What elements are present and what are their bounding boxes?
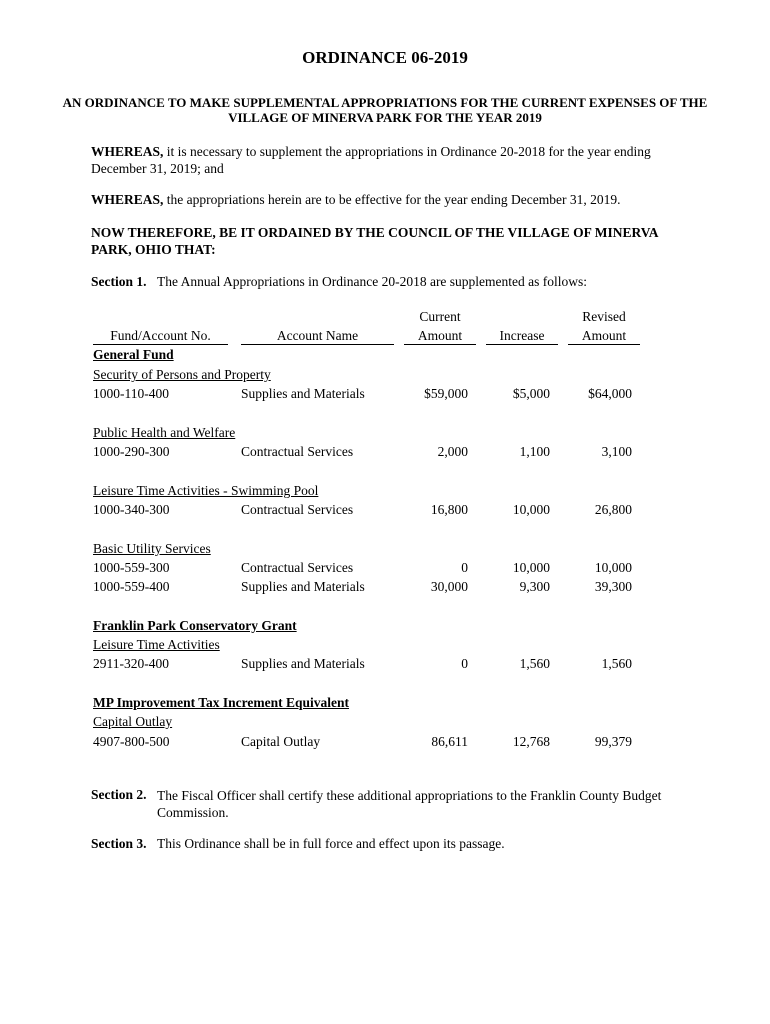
whereas-lead: WHEREAS, (91, 192, 164, 207)
category-heading: Security of Persons and Property (93, 367, 271, 382)
revised-amount: 99,379 (594, 734, 632, 749)
account-name: Supplies and Materials (241, 656, 365, 671)
increase-amount: 9,300 (519, 579, 550, 594)
section-1-label: Section 1. (91, 274, 147, 289)
current-amount: 30,000 (430, 579, 468, 594)
category-heading: Basic Utility Services (93, 541, 211, 556)
header-current-amount: Amount (404, 328, 476, 345)
increase-amount: 1,560 (519, 656, 550, 671)
increase-amount: 10,000 (512, 502, 550, 517)
section-2-text: The Fiscal Officer shall certify these additional appropriations to the Franklin County Budget Commission. (157, 788, 662, 820)
section-1-text: The Annual Appropriations in Ordinance 20-2018 are supplemented as follows: (157, 274, 588, 289)
current-amount: $59,000 (424, 386, 468, 401)
header-increase: Increase (486, 328, 558, 345)
ordinance-title: ORDINANCE 06-2019 (302, 48, 468, 67)
category-heading: Public Health and Welfare (93, 425, 236, 440)
ordinance-subtitle: AN ORDINANCE TO MAKE SUPPLEMENTAL APPROPRIATIONS FOR THE CURRENT EXPENSES OF THE VILLAGE OF MINERVA PARK FOR THE YEAR 2019 (62, 95, 708, 125)
account-number: 2911-320-400 (93, 656, 169, 671)
current-amount: 0 (461, 560, 468, 575)
account-name: Capital Outlay (241, 734, 321, 749)
category-heading: Leisure Time Activities (93, 637, 220, 652)
header-account-name: Account Name (241, 328, 394, 345)
fund-heading: General Fund (93, 347, 174, 362)
whereas-clause-2 (91, 191, 691, 208)
current-amount: 16,800 (430, 502, 468, 517)
increase-amount: $5,000 (512, 386, 550, 401)
now-therefore-clause: NOW THEREFORE, BE IT ORDAINED BY THE COUNCIL OF THE VILLAGE OF MINERVA PARK, OHIO THAT: (91, 225, 658, 257)
increase-amount: 10,000 (512, 560, 550, 575)
header-revised-top: Revised (582, 309, 626, 324)
header-fund-account: Fund/Account No. (93, 328, 228, 345)
increase-amount: 12,768 (512, 734, 550, 749)
whereas-clause-1 (91, 143, 691, 177)
account-name: Contractual Services (241, 444, 354, 459)
fund-heading: MP Improvement Tax Increment Equivalent (93, 695, 350, 710)
account-number: 1000-559-300 (93, 560, 170, 575)
revised-amount: 39,300 (594, 579, 632, 594)
fund-heading: Franklin Park Conservatory Grant (93, 618, 297, 633)
category-heading: Capital Outlay (93, 714, 173, 729)
current-amount: 0 (461, 656, 468, 671)
increase-amount: 1,100 (519, 444, 550, 459)
revised-amount: 1,560 (601, 656, 632, 671)
current-amount: 2,000 (437, 444, 468, 459)
account-number: 1000-340-300 (93, 502, 170, 517)
revised-amount: 3,100 (601, 444, 632, 459)
account-number: 1000-559-400 (93, 579, 170, 594)
whereas-text: the appropriations herein are to be effective for the year ending December 31, 2019. (163, 192, 621, 207)
whereas-lead: WHEREAS, (91, 144, 164, 159)
revised-amount: $64,000 (588, 386, 632, 401)
account-number: 1000-290-300 (93, 444, 170, 459)
account-name: Supplies and Materials (241, 579, 365, 594)
account-number: 4907-800-500 (93, 734, 170, 749)
account-name: Supplies and Materials (241, 386, 365, 401)
account-name: Contractual Services (241, 560, 354, 575)
section-3-text: This Ordinance shall be in full force and effect upon its passage. (157, 836, 505, 851)
current-amount: 86,611 (431, 734, 468, 749)
section-3-label: Section 3. (91, 836, 147, 851)
category-heading: Leisure Time Activities - Swimming Pool (93, 483, 319, 498)
header-revised-amount: Amount (568, 328, 640, 345)
header-current-top: Current (419, 309, 461, 324)
section-2-label: Section 2. (91, 787, 147, 802)
whereas-text: it is necessary to supplement the appropriations in Ordinance 20-2018 for the year ending December 31, 2019; and (91, 144, 651, 176)
account-name: Contractual Services (241, 502, 354, 517)
account-number: 1000-110-400 (93, 386, 169, 401)
revised-amount: 10,000 (594, 560, 632, 575)
revised-amount: 26,800 (594, 502, 632, 517)
